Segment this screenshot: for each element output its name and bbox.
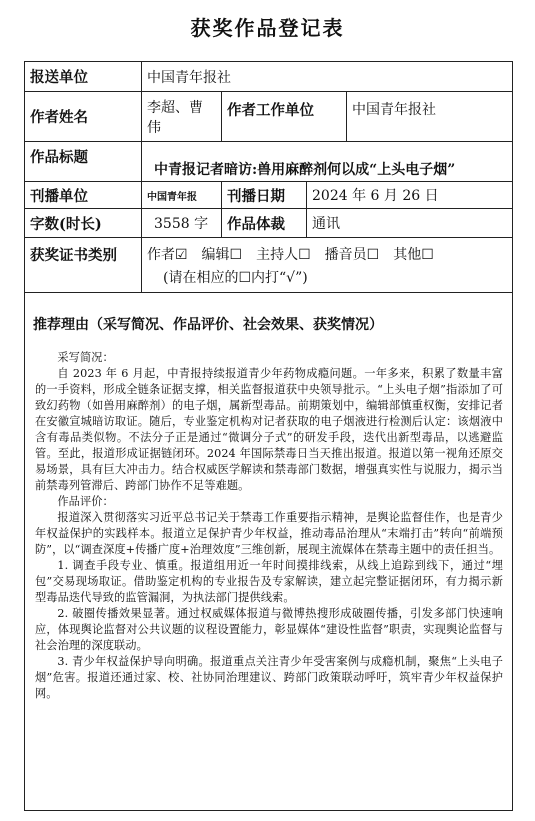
length-value: 3558 字 [142,209,222,237]
certificate-options [142,238,512,292]
form-title: 获奖作品登记表 [190,16,345,40]
reason-heading: 推荐理由（采写简况、作品评价、社会效果、获奖情况） [33,317,383,333]
reason-paragraph: 1. 调查手段专业、慎重。报道组用近一年时间摸排线索，从线上追踪到线下，通过“埋包”交易现场取证。借助鉴定机构的专业报告及专家解读，建立起完整证据闭环，有力揭示新型毒品迭代导致的监管漏洞，为执法部门提供线索。 [35,559,503,604]
reason-paragraph: 采写简况： [57,351,114,364]
genre-value: 通讯 [312,216,340,232]
row-work-title [25,142,512,182]
work-title-value: 中青报记者暗访:兽用麻醉剂何以成“上头电子烟” [154,162,456,178]
publish-date-value: 2024 年 6 月 26 日 [312,188,439,204]
submitting-unit-label: 报送单位 [25,62,142,91]
reason-body [35,350,503,702]
length-label: 字数(时长) [25,209,142,237]
author-name-label: 作者姓名 [25,92,142,141]
genre-label: 作品体裁 [222,209,307,237]
certificate-checkbox-line: 作者☑ 编辑☐ 主持人☐ 播音员☐ 其他☐ [147,247,434,263]
publish-unit-value: 中国青年报 [142,182,222,208]
author-name-value: 李超、曹伟 [142,92,222,141]
reason-paragraph: 报道深入贯彻落实习近平总书记关于禁毒工作重要指示精神，是舆论监督佳作，也是青少年权益保护的实践样本。报道立足保护青少年权益，推动毒品治理从“末端打击”转向“前端预防”，以“调查深度+传播广度+治理效度”三维创新，展现主流媒体在禁毒主题中的责任担当。 [35,511,503,556]
reason-paragraph: 2. 破圈传播效果显著。通过权威媒体报道与微博热搜形成破圈传播，引发多部门快速响应，体现舆论监督对公共议题的议程设置能力，彰显媒体“建设性监督”职责，实现舆论监督与社会治理的深度联动。 [35,607,503,652]
row-publish [25,182,512,209]
reason-paragraph: 3. 青少年权益保护导向明确。报道重点关注青少年受害案例与成瘾机制，聚焦“上头电子烟”危害。报道还通过家、校、社协同治理建议、跨部门政策联动呼吁，筑牢青少年权益保护网。 [35,655,503,700]
publish-date-label: 刊播日期 [222,182,307,208]
author-work-unit-value: 中国青年报社 [352,102,436,118]
row-submitting-unit [25,62,512,92]
row-certificate [25,238,512,293]
row-author [25,92,512,142]
submitting-unit-value: 中国青年报社 [147,69,231,86]
registration-form [24,61,513,811]
reason-paragraph: 作品评价： [57,495,114,508]
publish-unit-label: 刊播单位 [25,182,142,208]
author-work-unit-label: 作者工作单位 [222,92,347,141]
row-length [25,209,512,238]
reason-paragraph: 自 2023 年 6 月起，中青报持续报道青少年药物成瘾问题。一年多来，积累了数量丰富的一手资料，形成全链条证据支撑，相关监督报道获中央领导批示。“上头电子烟”指添加了可致幻药物（如兽用麻醉剂）的电子烟，属新型毒品。前期策划中，编辑部慎重权衡，安排记者在安徽宣城暗访取证。随后，专业鉴定机构对记者获取的电子烟液进行检测后认定：该烟液中含有毒品类似物。不法分子正是通过“微调分子式”的研发手段，迭代出新型毒品，以逃避监管。至此，报道形成证据链闭环。2024 年国际禁毒日当天推出报道。报道以第一视角还原交易场景，具有巨大冲击力。结合权威医学解读和禁毒部门数据，增强真实性与说服力，揭示当前禁毒列管滞后、跨部门协作不足等难题。 [35,367,503,492]
certificate-instruction: (请在相应的☐内打“√”) [163,270,308,286]
certificate-label: 获奖证书类别 [25,238,142,292]
work-title-label: 作品标题 [25,142,142,181]
